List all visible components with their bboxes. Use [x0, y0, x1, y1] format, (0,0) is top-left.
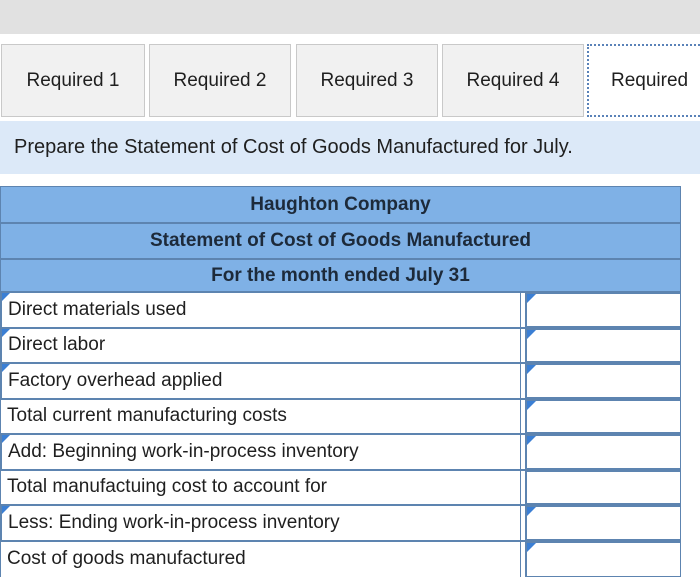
- amount-cell[interactable]: [525, 329, 681, 363]
- amount-input[interactable]: [527, 401, 680, 433]
- dropdown-marker-icon: [2, 435, 10, 443]
- dropdown-marker-icon: [2, 506, 10, 514]
- dropdown-marker-icon: [527, 543, 536, 552]
- amount-cell[interactable]: [525, 400, 681, 434]
- table-row: [0, 364, 681, 400]
- statement-period: For the month ended July 31: [0, 258, 681, 293]
- row-label-cell[interactable]: [0, 435, 521, 469]
- statement-table: [0, 186, 681, 577]
- tab-required-3[interactable]: Required 3: [296, 44, 438, 117]
- dropdown-marker-icon: [2, 329, 10, 337]
- row-label: Total current manufacturing costs: [7, 405, 287, 427]
- row-label-cell[interactable]: [0, 364, 521, 398]
- amount-input[interactable]: [527, 507, 680, 539]
- amount-input[interactable]: [527, 330, 680, 362]
- row-label: Direct labor: [8, 334, 105, 356]
- table-row: [0, 435, 681, 471]
- top-bar: [0, 0, 700, 34]
- dropdown-marker-icon: [527, 365, 536, 374]
- table-row: [0, 506, 681, 542]
- amount-input[interactable]: [527, 472, 680, 504]
- tab-strip: [0, 44, 700, 119]
- amount-cell[interactable]: [525, 293, 681, 327]
- row-label: Cost of goods manufactured: [7, 548, 246, 570]
- amount-cell[interactable]: [525, 506, 681, 540]
- row-label-cell: [0, 400, 521, 434]
- dropdown-marker-icon: [527, 330, 536, 339]
- amount-input[interactable]: [527, 436, 680, 468]
- dropdown-marker-icon: [527, 294, 536, 303]
- amount-cell[interactable]: [525, 364, 681, 398]
- instruction-text: Prepare the Statement of Cost of Goods Manufactured for July.: [14, 136, 573, 159]
- row-label: Less: Ending work-in-process inventory: [8, 512, 340, 534]
- company-name: Haughton Company: [0, 186, 681, 222]
- table-row: [0, 293, 681, 329]
- tab-required-5[interactable]: Required: [587, 44, 700, 117]
- row-label: Total manufactuing cost to account for: [7, 476, 327, 498]
- amount-input[interactable]: [527, 294, 680, 326]
- dropdown-marker-icon: [527, 401, 536, 410]
- dropdown-marker-icon: [527, 436, 536, 445]
- row-label: Direct materials used: [8, 299, 186, 321]
- dropdown-marker-icon: [2, 364, 10, 372]
- row-label-cell[interactable]: [0, 293, 521, 327]
- row-label-cell: [0, 542, 521, 577]
- table-row: [0, 542, 681, 577]
- amount-cell[interactable]: [525, 435, 681, 469]
- tab-required-2[interactable]: Required 2: [149, 44, 291, 117]
- table-row: [0, 471, 681, 507]
- dropdown-marker-icon: [2, 293, 10, 301]
- amount-cell[interactable]: [525, 542, 681, 577]
- amount-input[interactable]: [527, 365, 680, 397]
- dropdown-marker-icon: [527, 507, 536, 516]
- row-label-cell[interactable]: [0, 329, 521, 363]
- row-label: Factory overhead applied: [8, 370, 222, 392]
- tab-required-4[interactable]: Required 4: [442, 44, 584, 117]
- row-label-cell: [0, 471, 521, 505]
- amount-cell[interactable]: [525, 471, 681, 505]
- statement-rows: [0, 293, 681, 577]
- table-row: [0, 329, 681, 365]
- statement-title: Statement of Cost of Goods Manufactured: [0, 222, 681, 258]
- instruction-banner: [0, 121, 700, 174]
- table-row: [0, 400, 681, 436]
- row-label: Add: Beginning work-in-process inventory: [8, 441, 359, 463]
- row-label-cell[interactable]: [0, 506, 521, 540]
- tab-required-1[interactable]: Required 1: [1, 44, 145, 117]
